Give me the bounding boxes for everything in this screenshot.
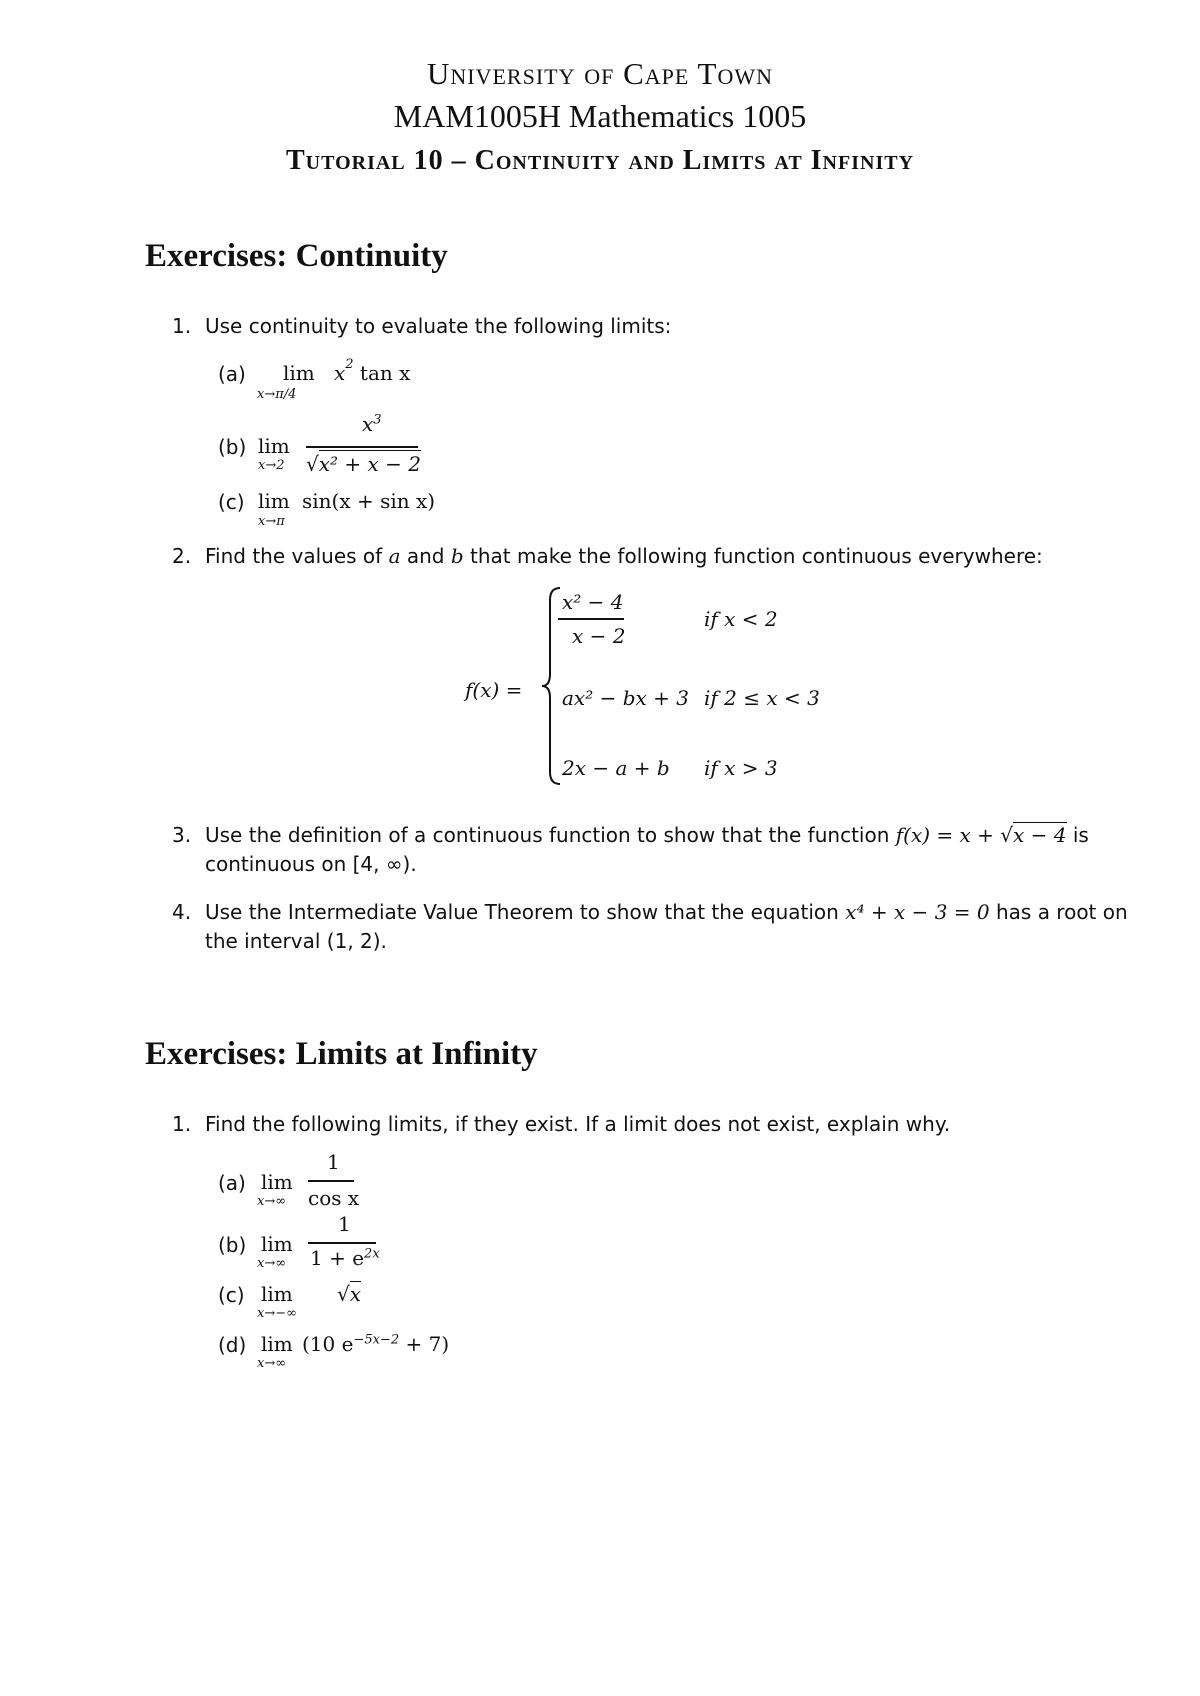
question-number: 4.: [172, 900, 192, 924]
tutorial-title: Tutorial 10 – Continuity and Limits at Infinity: [285, 145, 915, 176]
fraction-denominator: $1 + e^{2x}$: [310, 1246, 380, 1270]
question-number: 3.: [172, 823, 192, 847]
part-label: (a): [218, 1171, 246, 1195]
case3-condition: if x > 3: [704, 756, 778, 780]
fraction-denominator: √x² + x − 2: [306, 452, 421, 476]
lim-operator: lim: [261, 1282, 293, 1306]
limit-expression: sin(x + sin x): [302, 489, 436, 513]
limit-expression: (10 $e^{-5x-2} + 7$): [302, 1332, 450, 1356]
fraction-bar: [308, 1242, 376, 1244]
fraction-numerator: $x^3$: [362, 412, 382, 436]
question-text-line2: continuous on [4, ∞).: [205, 852, 417, 876]
case1-fraction-bar: [558, 618, 624, 620]
question-text-line2: the interval (1, 2).: [205, 929, 387, 953]
part-label: (d): [218, 1333, 247, 1357]
fraction-bar: [306, 446, 418, 448]
lim-subscript: x→∞: [257, 1194, 287, 1209]
lim-operator: lim: [258, 434, 290, 458]
question-number: 2.: [172, 544, 192, 568]
lim-operator: lim: [261, 1332, 293, 1356]
part-label: (a): [218, 362, 246, 386]
part-label: (b): [218, 435, 247, 459]
lim-operator: lim: [261, 1232, 293, 1256]
fraction-numerator: 1: [338, 1212, 351, 1236]
case1-condition: if x < 2: [704, 607, 778, 631]
section-title-limits-at-infinity: Exercises: Limits at Infinity: [145, 1036, 538, 1072]
question-text: Use continuity to evaluate the following limits:: [205, 314, 672, 338]
section-title-continuity: Exercises: Continuity: [145, 238, 448, 274]
case1-denominator: x − 2: [572, 624, 626, 648]
university-name: University of Cape Town: [426, 56, 774, 91]
question-number: 1.: [172, 1112, 192, 1136]
case1-numerator: x² − 4: [562, 590, 624, 614]
fraction-denominator: cos x: [308, 1186, 360, 1210]
part-label: (c): [218, 1283, 245, 1307]
part-label: (c): [218, 490, 245, 514]
lim-subscript: x→∞: [257, 1256, 287, 1271]
function-name: f(x) =: [465, 678, 523, 702]
case2-expression: ax² − bx + 3: [562, 686, 689, 710]
lim-operator: lim: [261, 1170, 293, 1194]
lim-subscript: x→2: [258, 458, 285, 473]
limit-expression: √x: [337, 1282, 362, 1306]
lim-subscript: x→−∞: [257, 1306, 297, 1321]
part-label: (b): [218, 1233, 247, 1257]
limit-expression: $x^2$ tan x: [334, 357, 411, 385]
question-text: Find the values of a and b that make the following function continuous everywhere:: [205, 544, 1043, 568]
question-text-line1: Use the definition of a continuous function to show that the function f(x) = x + √x − 4 is: [205, 823, 1089, 847]
case3-expression: 2x − a + b: [562, 756, 670, 780]
question-text-line1: Use the Intermediate Value Theorem to show that the equation x⁴ + x − 3 = 0 has a root on: [205, 900, 1128, 924]
fraction-numerator: 1: [327, 1150, 340, 1174]
lim-operator: lim: [258, 489, 290, 513]
lim-operator: lim: [283, 361, 315, 385]
lim-subscript: x→π: [258, 514, 285, 529]
lim-subscript: x→∞: [257, 1356, 287, 1371]
course-title: MAM1005H Mathematics 1005: [393, 98, 807, 134]
question-number: 1.: [172, 314, 192, 338]
question-text: Find the following limits, if they exist. If a limit does not exist, explain why.: [205, 1112, 951, 1136]
fraction-bar: [308, 1180, 354, 1182]
case2-condition: if 2 ≤ x < 3: [704, 686, 820, 710]
lim-subscript: x→π/4: [257, 387, 297, 402]
